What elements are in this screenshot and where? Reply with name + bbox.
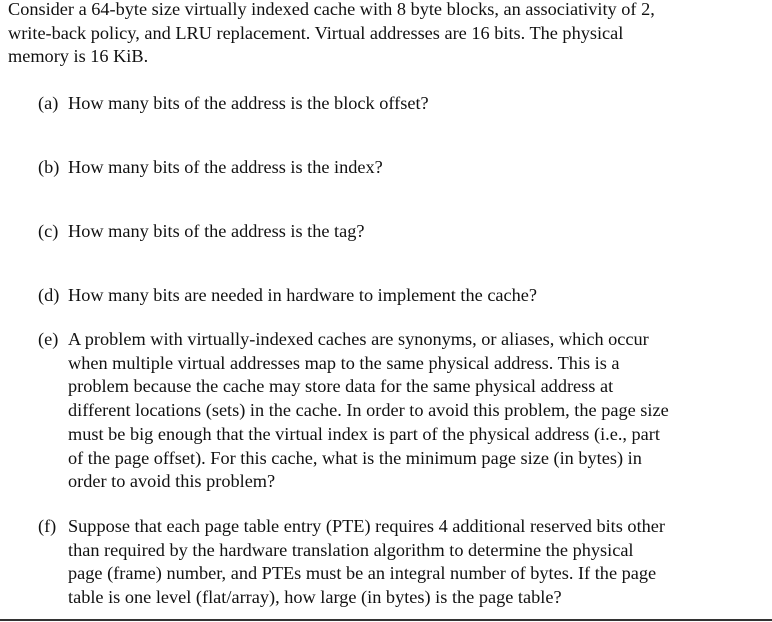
question-marker: (a) xyxy=(38,93,59,113)
question-line: when multiple virtual addresses map to the same physical address. This is a xyxy=(68,352,620,373)
question-text xyxy=(68,328,758,494)
question-line: Suppose that each page table entry (PTE) requires 4 additional reserved bits other xyxy=(68,516,665,536)
question-line: A problem with virtually-indexed caches are synonyms, or aliases, which occur xyxy=(68,329,649,349)
question-text xyxy=(68,92,758,116)
question-line: How many bits of the address is the tag? xyxy=(68,221,365,241)
question-marker: (b) xyxy=(38,157,60,177)
question-line: different locations (sets) in the cache. In order to avoid this problem, the page size xyxy=(68,400,669,421)
question-line: How many bits of the address is the index? xyxy=(68,157,383,177)
question-marker: (f) xyxy=(38,516,57,536)
problem-statement xyxy=(8,0,768,69)
problem-statement-line: Consider a 64-byte size virtually indexed cache with 8 byte blocks, an associativity of 2, xyxy=(8,0,655,19)
question-e xyxy=(38,328,758,494)
question-line: How many bits are needed in hardware to implement the cache? xyxy=(68,285,538,305)
question-c xyxy=(38,220,758,244)
question-line: order to avoid this problem? xyxy=(68,471,276,492)
question-marker: (c) xyxy=(38,221,59,241)
question-line: page (frame) number, and PTEs must be an integral number of bytes. If the page xyxy=(68,563,657,584)
question-text xyxy=(68,515,758,610)
question-text xyxy=(68,284,758,308)
question-line: must be big enough that the virtual index is part of the physical address (i.e., part xyxy=(68,423,660,444)
question-marker: (e) xyxy=(38,329,59,349)
question-f xyxy=(38,515,758,610)
question-line: problem because the cache may store data for the same physical address at xyxy=(68,376,614,397)
question-line: than required by the hardware translation algorithm to determine the physical xyxy=(68,539,634,560)
question-line: table is one level (flat/array), how large (in bytes) is the page table? xyxy=(68,587,562,608)
question-marker: (d) xyxy=(38,285,60,305)
question-a xyxy=(38,92,758,116)
problem-statement-line: memory is 16 KiB. xyxy=(8,46,149,67)
question-d xyxy=(38,284,758,308)
problem-statement-line: write-back policy, and LRU replacement. Virtual addresses are 16 bits. The physical xyxy=(8,22,624,43)
question-text xyxy=(68,220,758,244)
question-b xyxy=(38,156,758,180)
bottom-divider xyxy=(0,619,772,621)
question-line: How many bits of the address is the block offset? xyxy=(68,93,429,113)
question-text xyxy=(68,156,758,180)
question-line: of the page offset). For this cache, what is the minimum page size (in bytes) in xyxy=(68,447,642,468)
